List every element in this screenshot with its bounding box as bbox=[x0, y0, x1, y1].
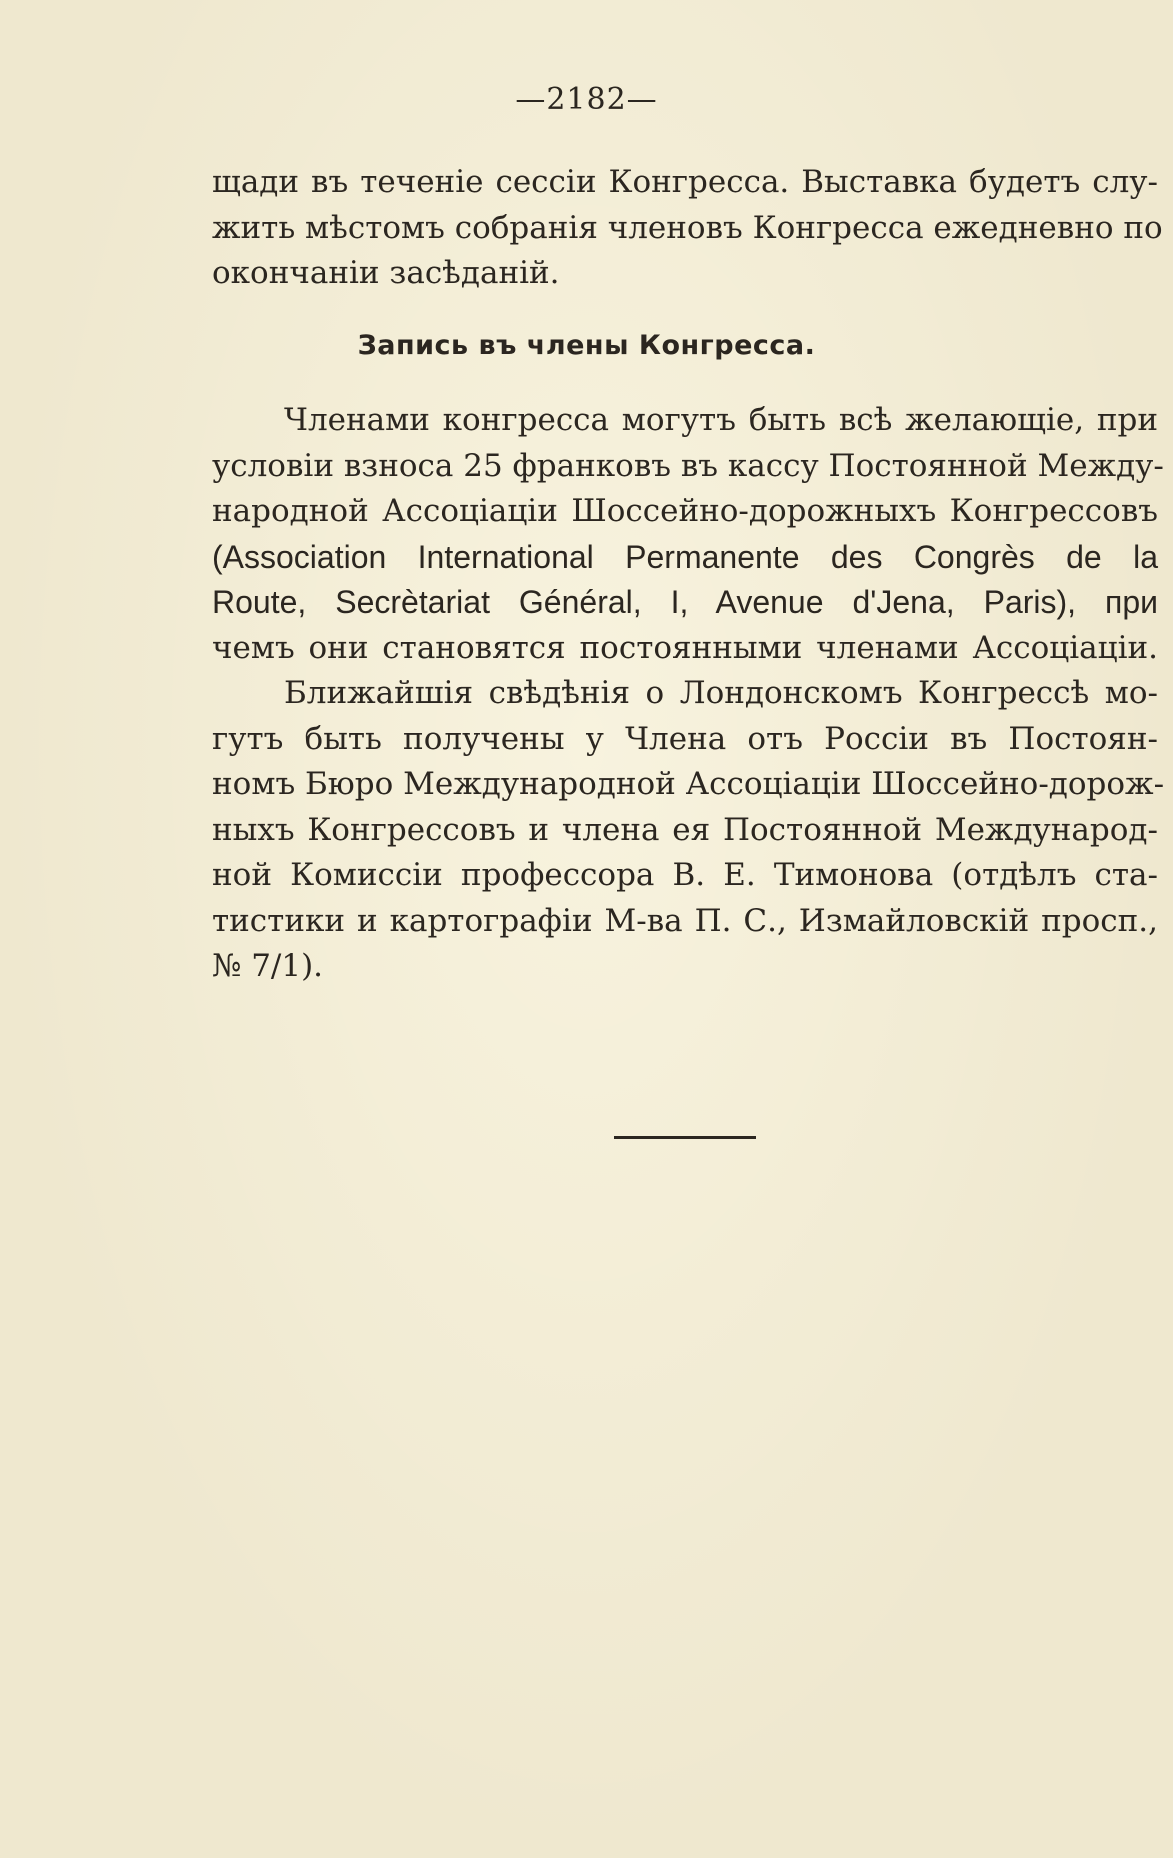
text-line: ныхъ Конгрессовъ и члена ея Постоянной Международ- bbox=[212, 811, 1158, 848]
text-line: жить мѣстомъ собранія членовъ Конгресса ежедневно по bbox=[212, 209, 1163, 246]
text-line: гутъ быть получены у Члена отъ Россіи въ Постоян- bbox=[212, 720, 1158, 757]
text-line: окончаніи засѣданій. bbox=[212, 255, 560, 291]
text-line: Ближайшія свѣдѣнія о Лондонскомъ Конгрессѣ мо- bbox=[284, 675, 1158, 711]
text-line: № 7/1). bbox=[212, 948, 324, 984]
text-line: тистики и картографіи М-ва П. С., Измайловскій просп., bbox=[212, 902, 1158, 939]
text-line: чемъ они становятся постоянными членами Ассоціаціи. bbox=[212, 629, 1158, 666]
text-line: Членами конгресса могутъ быть всѣ желающіе, при bbox=[284, 402, 1158, 438]
text-line: щади въ теченіе сессіи Конгресса. Выставка будетъ слу- bbox=[212, 164, 1158, 200]
text-line: условіи взноса 25 франковъ въ кассу Постоянной Между- bbox=[212, 447, 1164, 484]
text-line: ной Комиссіи профессора В. Е. Тимонова (отдѣлъ ста- bbox=[212, 857, 1158, 893]
section-divider bbox=[614, 1136, 756, 1139]
section-heading: Запись въ члены Конгресса. bbox=[357, 330, 816, 361]
text-line: народной Ассоціаціи Шоссейно-дорожныхъ Конгрессовъ bbox=[212, 493, 1158, 529]
membership-text bbox=[212, 398, 1165, 990]
text-line: (Association International Permanente des Congrès de la bbox=[212, 538, 1158, 575]
text-line: номъ Бюро Международной Ассоціаціи Шоссейно-дорож- bbox=[212, 766, 1165, 802]
paragraph-continuation bbox=[212, 160, 1163, 297]
page-number: —2182— bbox=[515, 82, 658, 117]
text-line: Route, Secrètariat Général, I, Avenue d'Jena, Paris), при bbox=[212, 584, 1158, 620]
